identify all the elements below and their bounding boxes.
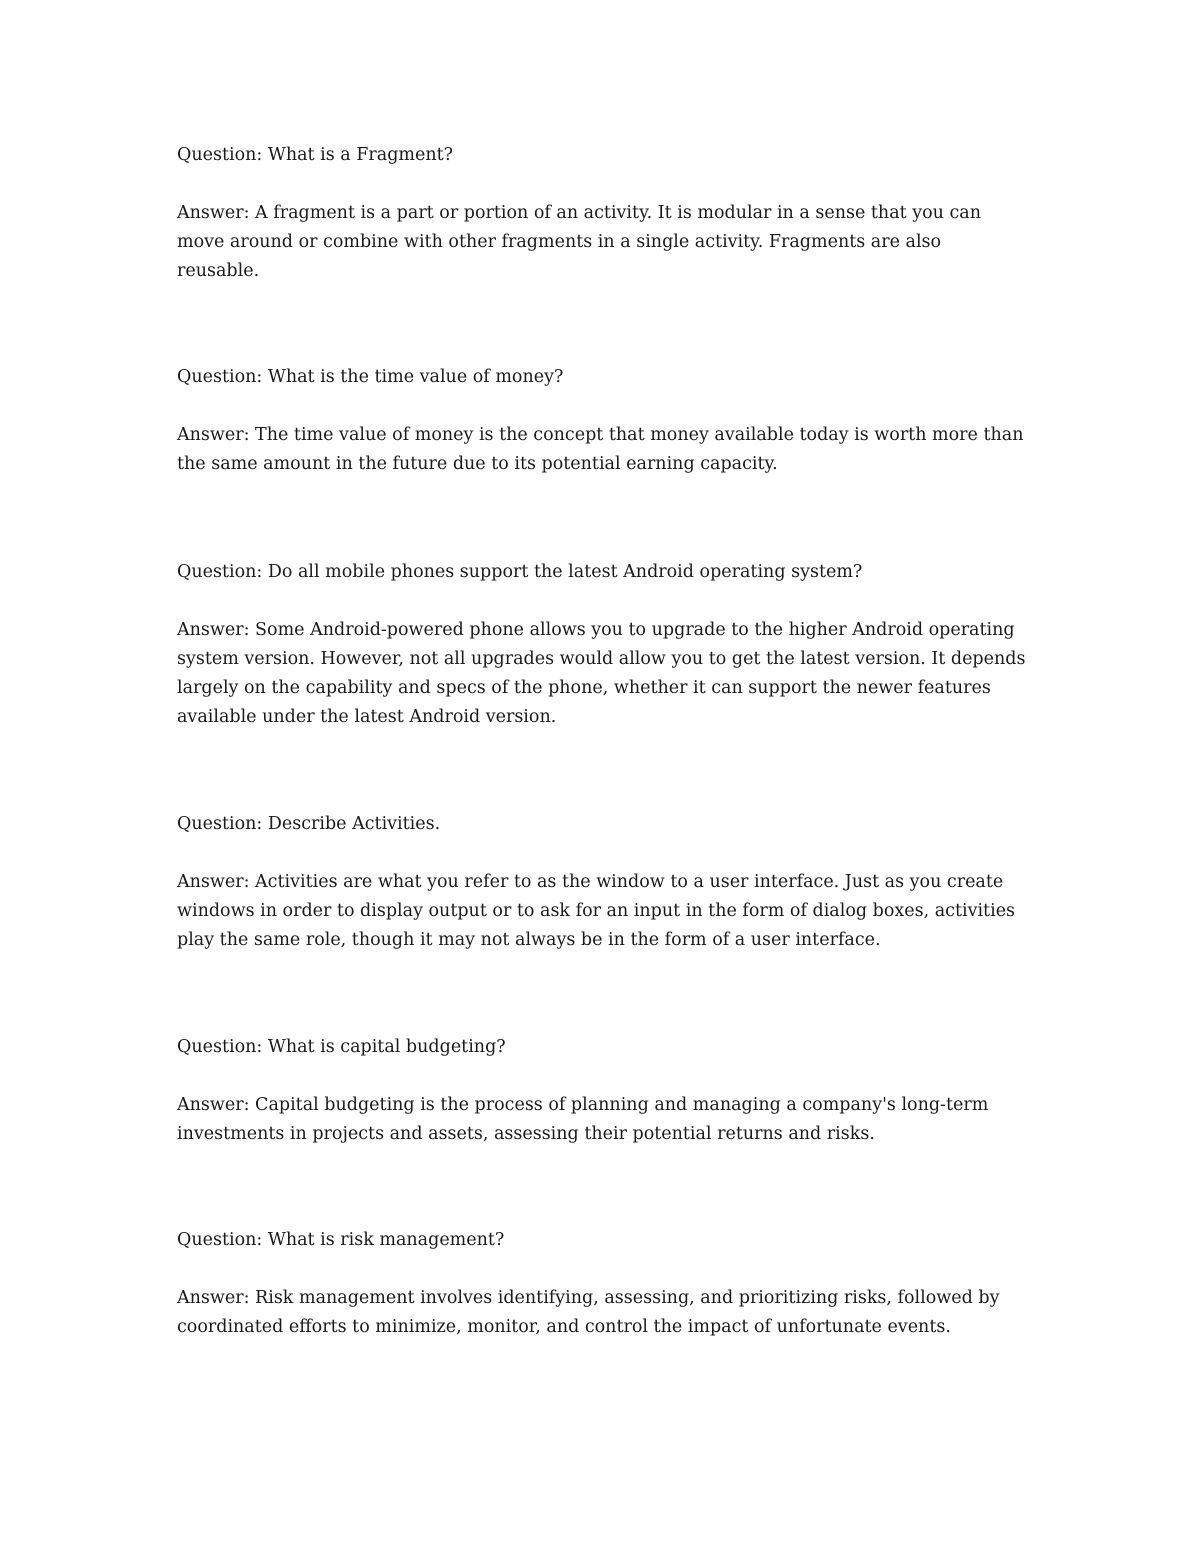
- question-text: Question: What is capital budgeting?: [177, 1037, 506, 1057]
- question-text: Question: What is a Fragment?: [177, 145, 454, 165]
- qa-block-android-os: [177, 558, 1027, 732]
- question-text: Question: What is risk management?: [177, 1230, 505, 1250]
- answer-text: Answer: Risk management involves identifying, assessing, and prioritizing risks, followed by coordinated efforts to minimize, monitor, and control the impact of unfortunate events.: [177, 1288, 1000, 1337]
- question-text: Question: Do all mobile phones support the latest Android operating system?: [177, 562, 863, 582]
- answer-text: Answer: Activities are what you refer to as the window to a user interface. Just as you create windows in order to display output or to ask for an input in the form of dialog boxes, activities play the same role, though it may not always be in the form of a user interface.: [177, 872, 1016, 950]
- qa-block-fragment: [177, 141, 1027, 286]
- answer-text: Answer: Capital budgeting is the process of planning and managing a company's long-term investments in projects and assets, assessing their potential returns and risks.: [177, 1095, 989, 1144]
- answer-text: Answer: Some Android-powered phone allows you to upgrade to the higher Android operating system version. However, not all upgrades would allow you to get the latest version. It depends largely on the capability and specs of the phone, whether it can support the newer features available under the latest Android version.: [177, 620, 1026, 727]
- answer-text: Answer: The time value of money is the concept that money available today is worth more than the same amount in the future due to its potential earning capacity.: [177, 425, 1024, 474]
- answer-text: Answer: A fragment is a part or portion of an activity. It is modular in a sense that you can move around or combine with other fragments in a single activity. Fragments are also reusable.: [177, 203, 981, 281]
- qa-block-capital-budgeting: [177, 1033, 1027, 1149]
- qa-block-time-value-of-money: [177, 363, 1027, 479]
- qa-block-activities: [177, 810, 1027, 955]
- question-text: Question: Describe Activities.: [177, 814, 441, 834]
- question-text: Question: What is the time value of money?: [177, 367, 564, 387]
- qa-block-risk-management: [177, 1226, 1027, 1342]
